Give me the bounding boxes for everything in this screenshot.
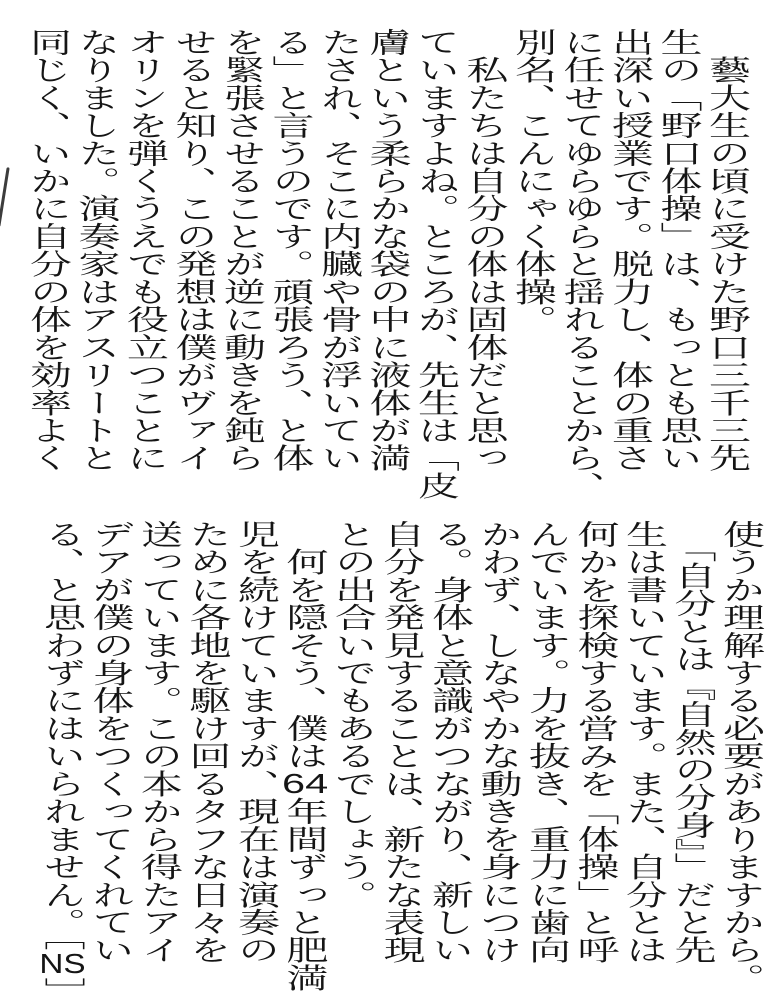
text-column: せると知り、この発想は僕がヴァイ <box>170 28 218 472</box>
text-column: んでいます。力を抜き、重力に歯向 <box>524 520 571 964</box>
text-column: に任せてゆらゆらと揺れることから、 <box>558 28 606 500</box>
text-column: る、と思わずにはいられません。［NS］ <box>39 520 86 1005</box>
text-column: 自分を発見することは、新たな表現 <box>378 520 426 964</box>
text-column: 同じく、いかに自分の体を効率よく <box>25 28 72 472</box>
text-column: 「自分とは『自然の分身』」だと先 <box>669 520 717 964</box>
text-column: 藝大生の頃に受けた野口三千三先 <box>704 28 751 472</box>
text-column: る。身体と意識がつながり、新しい <box>427 520 474 964</box>
text-column: デアが僕の身体をつくってくれてい <box>87 520 135 964</box>
scan-artifact-mark <box>0 167 10 227</box>
text-column: 使うか理解する必要がありますから。 <box>718 520 765 992</box>
text-column: たされ、そこに内臓や骨が浮いてい <box>316 28 363 472</box>
text-column: オリンを弾くうえでも役立つことに <box>122 28 169 472</box>
text-column: 何を隠そう、僕は64年間ずっと肥満 <box>281 520 329 992</box>
text-column: かわず、しなやかな動きを身につけ <box>475 520 523 964</box>
text-column: 膚という柔らかな袋の中に液体が満 <box>364 28 412 472</box>
top-text-block <box>24 28 752 499</box>
tate-chu-yoko-run: 64 <box>282 769 329 798</box>
text-column: 生は書いています。また、自分とは <box>621 520 668 964</box>
text-column: なりました。演奏家はアスリートと <box>73 28 121 472</box>
text-column: 私たちは自分の体は固体だと思っ <box>461 28 509 472</box>
text-column: 送っています。この本から得たアイ <box>136 520 183 964</box>
text-column: ために各地を駆け回るタフな日々を <box>184 520 232 964</box>
bottom-text-block <box>38 520 766 1005</box>
text-column: 生の「野口体操」は、もっとも思い <box>655 28 703 472</box>
text-column: ていますよね。ところが、先生は「皮 <box>413 28 460 500</box>
text-column: との出合いでもあるでしょう。 <box>330 520 377 909</box>
text-column: 出深い授業です。脱力し、体の重さ <box>607 28 654 472</box>
text-column: る」と言うのです。頑張ろう、と体 <box>267 28 315 472</box>
text-column: 別名、こんにゃく体操。 <box>510 28 557 333</box>
text-column: を緊張させることが逆に動きを鈍ら <box>219 28 266 472</box>
text-column: 児を続けていますが、現在は演奏の <box>233 520 280 964</box>
text-column: 何かを探検する営みを「体操」と呼 <box>572 520 620 964</box>
tate-chu-yoko-run: NS <box>39 949 86 978</box>
